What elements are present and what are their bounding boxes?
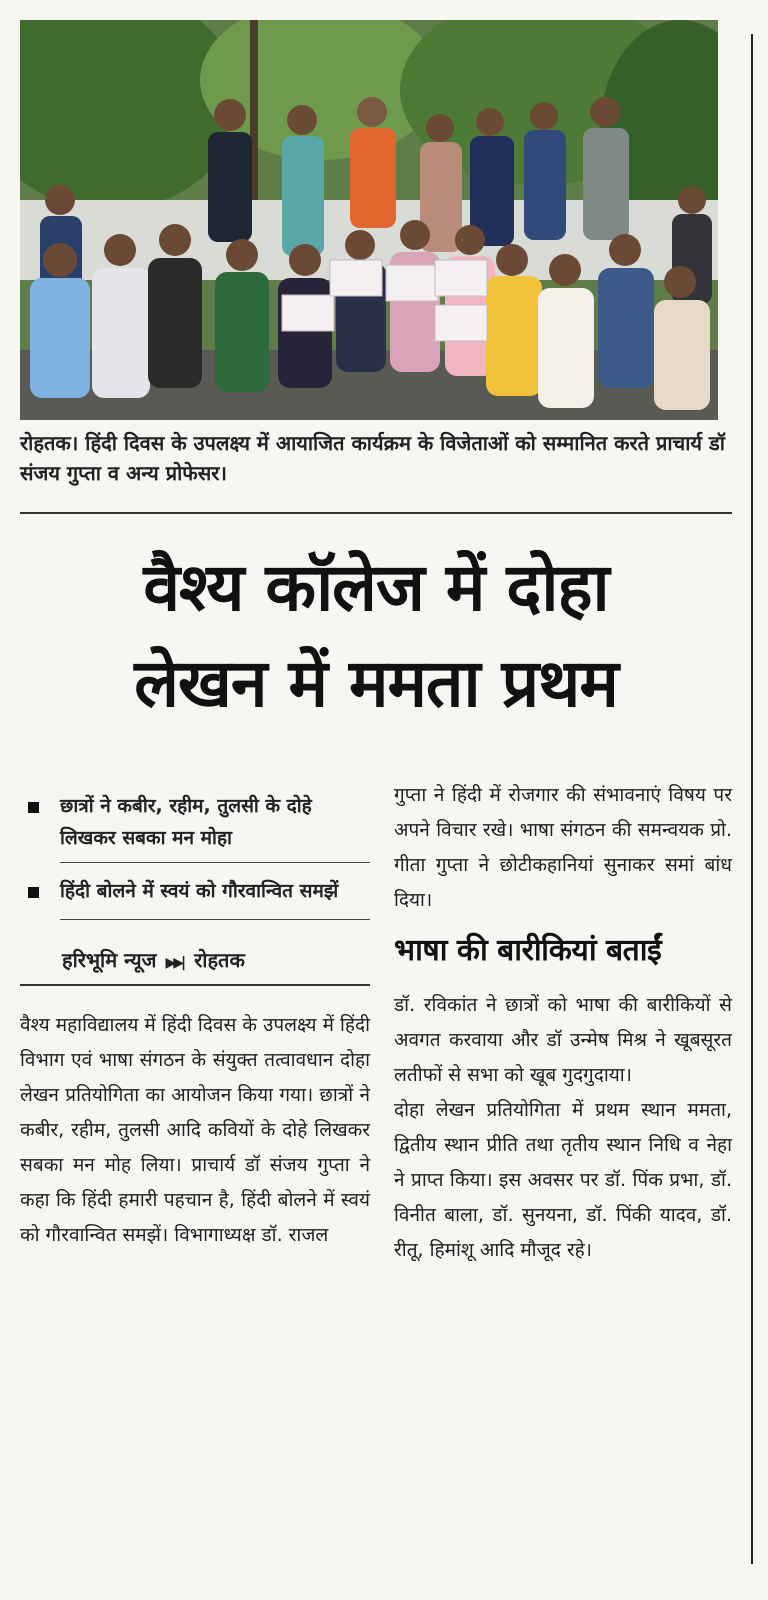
byline-arrows-icon: ▶▶| bbox=[165, 955, 184, 971]
caption-divider bbox=[20, 512, 732, 514]
group-photo-illustration bbox=[20, 20, 718, 420]
highlight-divider bbox=[60, 919, 370, 920]
highlight-divider bbox=[60, 862, 370, 863]
group-photo bbox=[20, 20, 718, 420]
photo-caption: रोहतक। हिंदी दिवस के उपलक्ष्य में आयाजित कार्यक्रम के विजेताओं को सम्मानित करते प्राचार्य डॉ संजय गुप्ता व अन्य प्रोफेसर। bbox=[20, 431, 725, 485]
left-column bbox=[20, 790, 370, 1253]
column-rule bbox=[751, 34, 753, 1564]
article-paragraph: गुप्ता ने हिंदी में रोजगार की संभावनाएं विषय पर अपने विचार रखे। भाषा संगठन की समन्वयक प्रो. गीता गुप्ता ने छोटीकहानियां सुनाकर समां बांध दिया। bbox=[394, 784, 732, 911]
right-column bbox=[394, 778, 732, 1268]
highlight-item bbox=[20, 790, 370, 854]
highlight-text: छात्रों ने कबीर, रहीम, तुलसी के दोहे लिखकर सबका मन मोहा bbox=[60, 795, 312, 849]
byline-place: रोहतक bbox=[194, 948, 245, 972]
highlight-text: हिंदी बोलने में स्वयं को गौरवान्वित समझें bbox=[60, 880, 339, 902]
headline-line-2: लेखन में ममता प्रथम bbox=[134, 645, 618, 722]
article-paragraph: वैश्य महाविद्यालय में हिंदी दिवस के उपलक्ष्य में हिंदी विभाग एवं भाषा संगठन के संयुक्त तत्वावधान दोहा लेखन प्रतियोगिता का आयोजन किया गया। छात्रों ने कबीर, रहीम, तुलसी आदि कवियों के दोहे लिखकर सबका मन मोह लिया। प्राचार्य डॉ संजय गुप्ता ने कहा कि हिंदी हमारी पहचान है, हिंदी बोलने में स्वयं को गौरवान्वित समझें। विभागाध्यक्ष डॉ. राजल bbox=[20, 1014, 370, 1246]
subheading: भाषा की बारीकियां बताईं bbox=[394, 933, 662, 968]
byline-divider bbox=[20, 984, 370, 986]
highlight-item bbox=[20, 875, 370, 907]
headline-line-1: वैश्य कॉलेज में दोहा bbox=[143, 549, 609, 626]
bullet-square-icon bbox=[28, 887, 39, 898]
article-paragraph: डॉ. रविकांत ने छात्रों को भाषा की बारीकियों से अवगत करवाया और डॉ उन्मेष मिश्र ने खूबसूरत लतीफों से सभा को खूब गुदगुदाया। bbox=[394, 994, 732, 1086]
headline bbox=[20, 540, 732, 732]
bullet-square-icon bbox=[28, 802, 39, 813]
byline bbox=[20, 946, 370, 980]
byline-source: हरिभूमि न्यूज bbox=[62, 948, 157, 972]
article-paragraph: दोहा लेखन प्रतियोगिता में प्रथम स्थान ममता, द्वितीय स्थान प्रीति तथा तृतीय स्थान निधि व नेहा ने प्राप्त किया। इस अवसर पर डॉ. पिंक प्रभा, डॉ. विनीत बाला, डॉ. सुनयना, डॉ. पिंकी यादव, डॉ. रीतू, हिमांशू आदि मौजूद रहे। bbox=[394, 1099, 732, 1261]
